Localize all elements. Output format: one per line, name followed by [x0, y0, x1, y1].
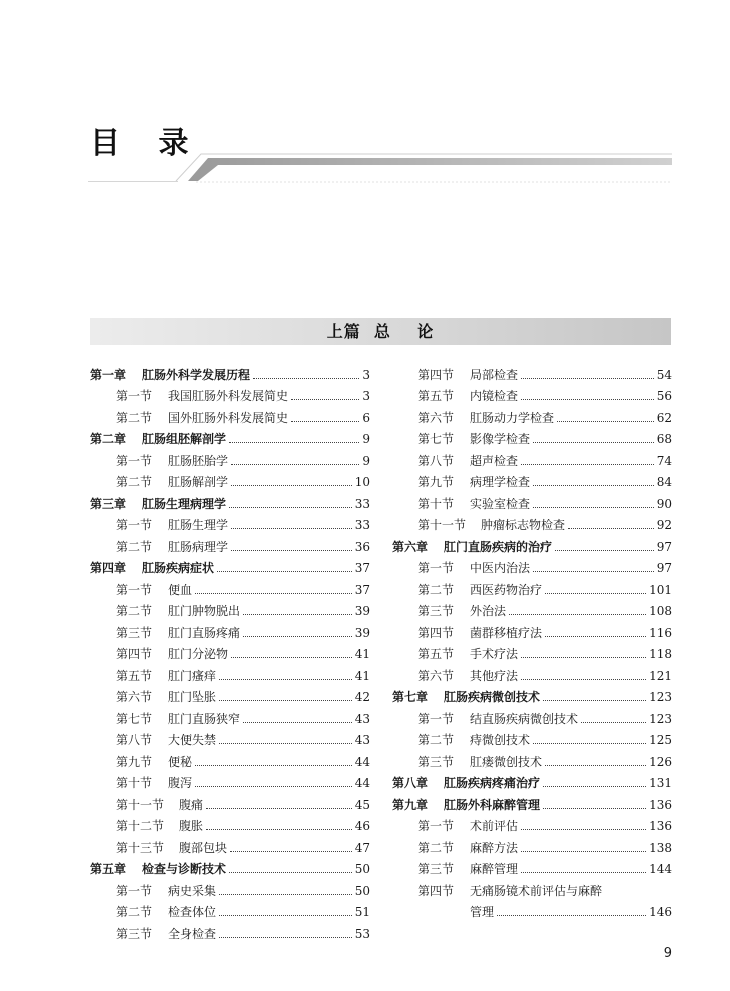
entry-title: 肛门直肠疾病的治疗	[444, 539, 553, 554]
toc-section-entry	[90, 598, 370, 620]
entry-number: 第四节	[418, 367, 455, 382]
dot-leader	[533, 507, 654, 508]
entry-page-number: 44	[354, 776, 370, 790]
dot-leader	[509, 614, 646, 615]
dot-leader	[543, 786, 646, 787]
entry-number: 第三节	[418, 862, 455, 876]
entry-page-number: 68	[656, 432, 672, 446]
entry-title: 菌群移植疗法	[470, 625, 543, 640]
entry-number: 第五章	[90, 862, 127, 876]
toc-chapter-entry	[392, 684, 672, 706]
toc-section-entry	[90, 512, 370, 534]
entry-number: 第四节	[116, 647, 153, 661]
entry-number: 第二节	[116, 475, 153, 489]
part-header-bar	[90, 318, 671, 345]
dot-leader	[217, 571, 352, 572]
entry-number: 第二章	[90, 432, 127, 446]
toc-section-entry	[90, 684, 370, 706]
entry-title: 腹胀	[179, 819, 204, 833]
entry-title: 结直肠疾病微创技术	[470, 711, 579, 726]
entry-title: 国外肛肠外科发展简史	[168, 410, 289, 425]
entry-page-number: 136	[649, 797, 672, 812]
entry-number: 第一节	[116, 582, 153, 597]
toc-section-entry	[392, 748, 672, 770]
entry-number: 第九节	[116, 754, 153, 769]
entry-number: 第四节	[418, 625, 455, 640]
toc-section-entry	[392, 877, 672, 899]
toc-section-entry	[90, 770, 370, 792]
entry-page-number: 51	[354, 905, 370, 919]
entry-page-number: 10	[354, 475, 370, 489]
dot-leader	[521, 829, 646, 830]
toc-section-entry	[90, 447, 370, 469]
entry-page-number: 116	[649, 625, 672, 640]
toc-section-entry	[90, 727, 370, 749]
dot-leader	[243, 636, 352, 637]
entry-title: 肛肠生理学	[168, 518, 229, 532]
entry-page-number: 90	[656, 496, 672, 511]
dot-leader	[533, 442, 654, 443]
toc-chapter-entry	[90, 361, 370, 383]
dot-leader	[230, 851, 352, 852]
entry-title: 肛肠生理病理学	[142, 496, 227, 511]
entry-title: 便秘	[168, 754, 193, 769]
entry-number: 第三节	[418, 754, 455, 769]
entry-title: 肛门直肠疼痛	[168, 625, 241, 640]
entry-page-number: 45	[354, 797, 370, 812]
dot-leader	[291, 399, 359, 400]
entry-page-number: 136	[649, 819, 672, 833]
toc-section-entry	[392, 899, 672, 921]
entry-number: 第三节	[116, 625, 153, 640]
entry-number: 第八章	[392, 776, 429, 790]
entry-title: 麻醉方法	[470, 840, 519, 855]
entry-title: 检查体位	[168, 905, 217, 919]
entry-title: 肛肠动力学检查	[470, 410, 555, 425]
entry-page-number: 9	[362, 453, 370, 468]
entry-number: 第八节	[418, 453, 455, 468]
entry-page-number: 125	[649, 733, 672, 747]
entry-page-number: 56	[656, 389, 672, 403]
entry-number: 第九章	[392, 797, 429, 812]
toc-section-entry	[392, 662, 672, 684]
entry-title: 肛门瘙痒	[168, 668, 217, 683]
entry-title: 超声检查	[470, 453, 519, 468]
toc-section-entry	[90, 383, 370, 405]
entry-number: 第十节	[418, 496, 455, 511]
entry-page-number: 108	[649, 604, 672, 618]
dot-leader	[568, 528, 654, 529]
entry-number: 第一节	[116, 883, 153, 898]
entry-number: 第三节	[418, 604, 455, 618]
toc-section-entry	[392, 469, 672, 491]
entry-title: 肛肠解剖学	[168, 475, 229, 489]
entry-title: 肛肠胚胎学	[168, 453, 229, 468]
toc-section-entry	[392, 641, 672, 663]
entry-page-number: 54	[656, 367, 672, 382]
entry-number: 第十三节	[116, 840, 165, 855]
entry-page-number: 39	[354, 625, 370, 640]
dot-leader	[521, 872, 646, 873]
page-title: 目 录	[90, 126, 203, 161]
dot-leader	[231, 550, 352, 551]
entry-number: 第五节	[116, 668, 153, 683]
entry-number: 第一章	[90, 367, 127, 382]
entry-title: 肿瘤标志物检查	[481, 518, 566, 532]
toc-section-entry	[90, 705, 370, 727]
toc-section-entry	[392, 512, 672, 534]
dot-leader	[219, 937, 352, 938]
dot-leader	[229, 442, 359, 443]
dot-leader	[231, 528, 352, 529]
entry-number: 第七章	[392, 690, 429, 704]
entry-page-number: 131	[649, 776, 672, 790]
entry-title: 便血	[168, 582, 193, 597]
toc-section-entry	[90, 533, 370, 555]
entry-number: 第二节	[116, 905, 153, 919]
dot-leader	[555, 550, 654, 551]
toc-section-entry	[90, 920, 370, 942]
toc-section-entry	[90, 791, 370, 813]
part-title: 上篇 总 论	[326, 322, 435, 341]
dot-leader	[521, 657, 646, 658]
entry-number: 第十节	[116, 776, 153, 790]
entry-title: 肛门坠胀	[168, 690, 217, 704]
dot-leader	[533, 485, 654, 486]
dot-leader	[243, 614, 352, 615]
entry-title: 肛肠外科麻醉管理	[444, 797, 541, 812]
entry-page-number: 39	[354, 604, 370, 618]
entry-number: 第四节	[418, 883, 455, 898]
dot-leader	[533, 571, 654, 572]
entry-title: 中医内治法	[470, 561, 531, 575]
toc-section-entry	[90, 662, 370, 684]
toc-chapter-entry	[90, 490, 370, 512]
entry-number: 第一节	[116, 389, 153, 403]
entry-title: 管理	[470, 905, 495, 919]
dot-leader	[219, 679, 352, 680]
entry-page-number: 37	[354, 561, 370, 575]
dot-leader	[206, 808, 352, 809]
entry-number: 第六章	[392, 539, 429, 554]
dot-leader	[521, 679, 646, 680]
entry-title: 肛肠组胚解剖学	[142, 432, 227, 446]
entry-page-number: 74	[656, 453, 672, 468]
toc-section-entry	[90, 834, 370, 856]
entry-page-number: 44	[354, 754, 370, 769]
toc-section-entry	[90, 748, 370, 770]
dot-leader	[545, 593, 646, 594]
entry-page-number: 118	[649, 647, 672, 661]
toc-chapter-entry	[392, 791, 672, 813]
toc-section-entry	[392, 834, 672, 856]
entry-title: 肛瘘微创技术	[470, 754, 543, 769]
entry-title: 肛肠疾病疼痛治疗	[444, 776, 541, 790]
toc-section-entry	[392, 856, 672, 878]
entry-number: 第二节	[116, 604, 153, 618]
entry-page-number: 43	[354, 711, 370, 726]
entry-number: 第二节	[116, 410, 153, 425]
toc-section-entry	[90, 469, 370, 491]
toc-section-entry	[90, 641, 370, 663]
page-number: 9	[663, 946, 672, 961]
entry-title: 实验室检查	[470, 496, 531, 511]
dot-leader	[545, 636, 646, 637]
entry-title: 肛门直肠狭窄	[168, 711, 241, 726]
dot-leader	[229, 872, 352, 873]
entry-title: 全身检查	[168, 926, 217, 941]
entry-number: 第二节	[418, 733, 455, 747]
toc-section-entry	[392, 383, 672, 405]
toc-section-entry	[392, 813, 672, 835]
dot-leader	[543, 700, 646, 701]
toc-chapter-entry	[392, 533, 672, 555]
entry-title: 手术疗法	[470, 647, 519, 661]
entry-title: 腹痛	[179, 797, 204, 812]
title-decoration	[88, 150, 672, 186]
entry-page-number: 42	[354, 690, 370, 704]
entry-number: 第六节	[418, 668, 455, 683]
dot-leader	[545, 765, 646, 766]
toc-section-entry	[392, 447, 672, 469]
entry-title: 肛肠疾病症状	[142, 561, 215, 575]
toc-section-entry	[392, 619, 672, 641]
entry-title: 肛肠外科学发展历程	[142, 367, 251, 382]
entry-page-number: 6	[362, 410, 370, 425]
entry-number: 第一节	[116, 453, 153, 468]
entry-number: 第五节	[418, 647, 455, 661]
dot-leader	[229, 507, 352, 508]
entry-title: 大便失禁	[168, 733, 217, 747]
dot-leader	[557, 421, 654, 422]
entry-number: 第一节	[418, 819, 455, 833]
dot-leader	[521, 399, 654, 400]
entry-number: 第十二节	[116, 819, 165, 833]
entry-title: 肛门肿物脱出	[168, 604, 241, 618]
entry-title: 肛肠疾病微创技术	[444, 690, 541, 704]
entry-number: 第三节	[116, 926, 153, 941]
toc-chapter-entry	[392, 770, 672, 792]
entry-title: 病理学检查	[470, 475, 531, 489]
dot-leader	[533, 743, 646, 744]
dot-leader	[243, 722, 352, 723]
toc-left-column	[90, 361, 370, 942]
entry-number: 第六节	[116, 690, 153, 704]
entry-number: 第一节	[418, 711, 455, 726]
entry-page-number: 50	[354, 883, 370, 898]
dot-leader	[231, 657, 352, 658]
toc-section-entry	[392, 705, 672, 727]
entry-title: 其他疗法	[470, 668, 519, 683]
dot-leader	[195, 786, 352, 787]
toc-section-entry	[90, 877, 370, 899]
toc-section-entry	[392, 404, 672, 426]
entry-title: 痔微创技术	[470, 733, 531, 747]
entry-page-number: 33	[354, 496, 370, 511]
entry-title: 内镜检查	[470, 389, 519, 403]
toc-right-column	[392, 361, 672, 920]
entry-title: 影像学检查	[470, 432, 531, 446]
toc-section-entry	[392, 727, 672, 749]
toc-section-entry	[90, 404, 370, 426]
entry-page-number: 53	[354, 926, 370, 941]
toc-section-entry	[392, 361, 672, 383]
dot-leader	[206, 829, 352, 830]
entry-page-number: 123	[649, 690, 672, 704]
entry-number: 第一节	[418, 561, 455, 575]
entry-page-number: 123	[649, 711, 672, 726]
toc-section-entry	[392, 576, 672, 598]
dot-leader	[497, 915, 646, 916]
entry-number: 第二节	[418, 582, 455, 597]
entry-number: 第二节	[116, 539, 153, 554]
dot-leader	[581, 722, 646, 723]
entry-page-number: 146	[649, 905, 672, 919]
entry-page-number: 33	[354, 518, 370, 532]
dot-leader	[291, 421, 359, 422]
dot-leader	[219, 700, 352, 701]
entry-title: 无痛肠镜术前评估与麻醉	[470, 883, 603, 898]
dot-leader	[543, 808, 646, 809]
entry-page-number: 36	[354, 539, 370, 554]
entry-number: 第九节	[418, 475, 455, 489]
entry-number: 第十一节	[116, 797, 165, 812]
dot-leader	[253, 378, 359, 379]
entry-page-number: 9	[362, 432, 370, 446]
entry-page-number: 41	[354, 668, 370, 683]
dot-leader	[521, 851, 646, 852]
entry-page-number: 97	[656, 539, 672, 554]
entry-number: 第十一节	[418, 518, 467, 532]
dot-leader	[195, 593, 352, 594]
toc-section-entry	[392, 490, 672, 512]
entry-page-number: 101	[649, 582, 672, 597]
entry-title: 腹泻	[168, 776, 193, 790]
dot-leader	[219, 743, 352, 744]
dot-leader	[219, 894, 352, 895]
entry-page-number: 3	[362, 389, 370, 403]
toc-chapter-entry	[90, 426, 370, 448]
entry-number: 第四章	[90, 561, 127, 575]
entry-title: 术前评估	[470, 819, 519, 833]
entry-page-number: 3	[362, 367, 370, 382]
toc-section-entry	[90, 619, 370, 641]
dot-leader	[231, 485, 352, 486]
entry-page-number: 43	[354, 733, 370, 747]
entry-page-number: 62	[656, 410, 672, 425]
toc-section-entry	[90, 813, 370, 835]
entry-number: 第二节	[418, 840, 455, 855]
entry-page-number: 92	[656, 518, 672, 532]
entry-title: 麻醉管理	[470, 862, 519, 876]
entry-title: 局部检查	[470, 367, 519, 382]
entry-title: 我国肛肠外科发展简史	[168, 389, 289, 403]
entry-number: 第七节	[418, 432, 455, 446]
entry-title: 外治法	[470, 604, 507, 618]
entry-number: 第七节	[116, 711, 153, 726]
entry-number: 第一节	[116, 518, 153, 532]
entry-page-number: 41	[354, 647, 370, 661]
toc-section-entry	[392, 426, 672, 448]
entry-page-number: 84	[656, 475, 672, 489]
entry-page-number: 138	[649, 840, 672, 855]
entry-number: 第六节	[418, 410, 455, 425]
toc-section-entry	[392, 555, 672, 577]
entry-number: 第三章	[90, 496, 127, 511]
entry-title: 肛肠病理学	[168, 539, 229, 554]
toc-chapter-entry	[90, 555, 370, 577]
entry-page-number: 37	[354, 582, 370, 597]
entry-page-number: 144	[649, 862, 672, 876]
toc-section-entry	[90, 576, 370, 598]
entry-page-number: 46	[354, 819, 370, 833]
dot-leader	[231, 464, 359, 465]
dot-leader	[195, 765, 352, 766]
entry-title: 西医药物治疗	[470, 582, 543, 597]
entry-number: 第五节	[418, 389, 455, 403]
entry-title: 检查与诊断技术	[142, 862, 227, 876]
entry-page-number: 97	[656, 561, 672, 575]
entry-number: 第八节	[116, 733, 153, 747]
entry-page-number: 126	[649, 754, 672, 769]
entry-title: 肛门分泌物	[168, 647, 229, 661]
entry-title: 腹部包块	[179, 840, 228, 855]
entry-page-number: 47	[354, 840, 370, 855]
entry-page-number: 121	[649, 668, 672, 683]
toc-section-entry	[90, 899, 370, 921]
toc-section-entry	[392, 598, 672, 620]
entry-title: 病史采集	[168, 883, 217, 898]
dot-leader	[521, 378, 654, 379]
dot-leader	[521, 464, 654, 465]
toc-chapter-entry	[90, 856, 370, 878]
dot-leader	[219, 915, 352, 916]
entry-page-number: 50	[354, 862, 370, 876]
